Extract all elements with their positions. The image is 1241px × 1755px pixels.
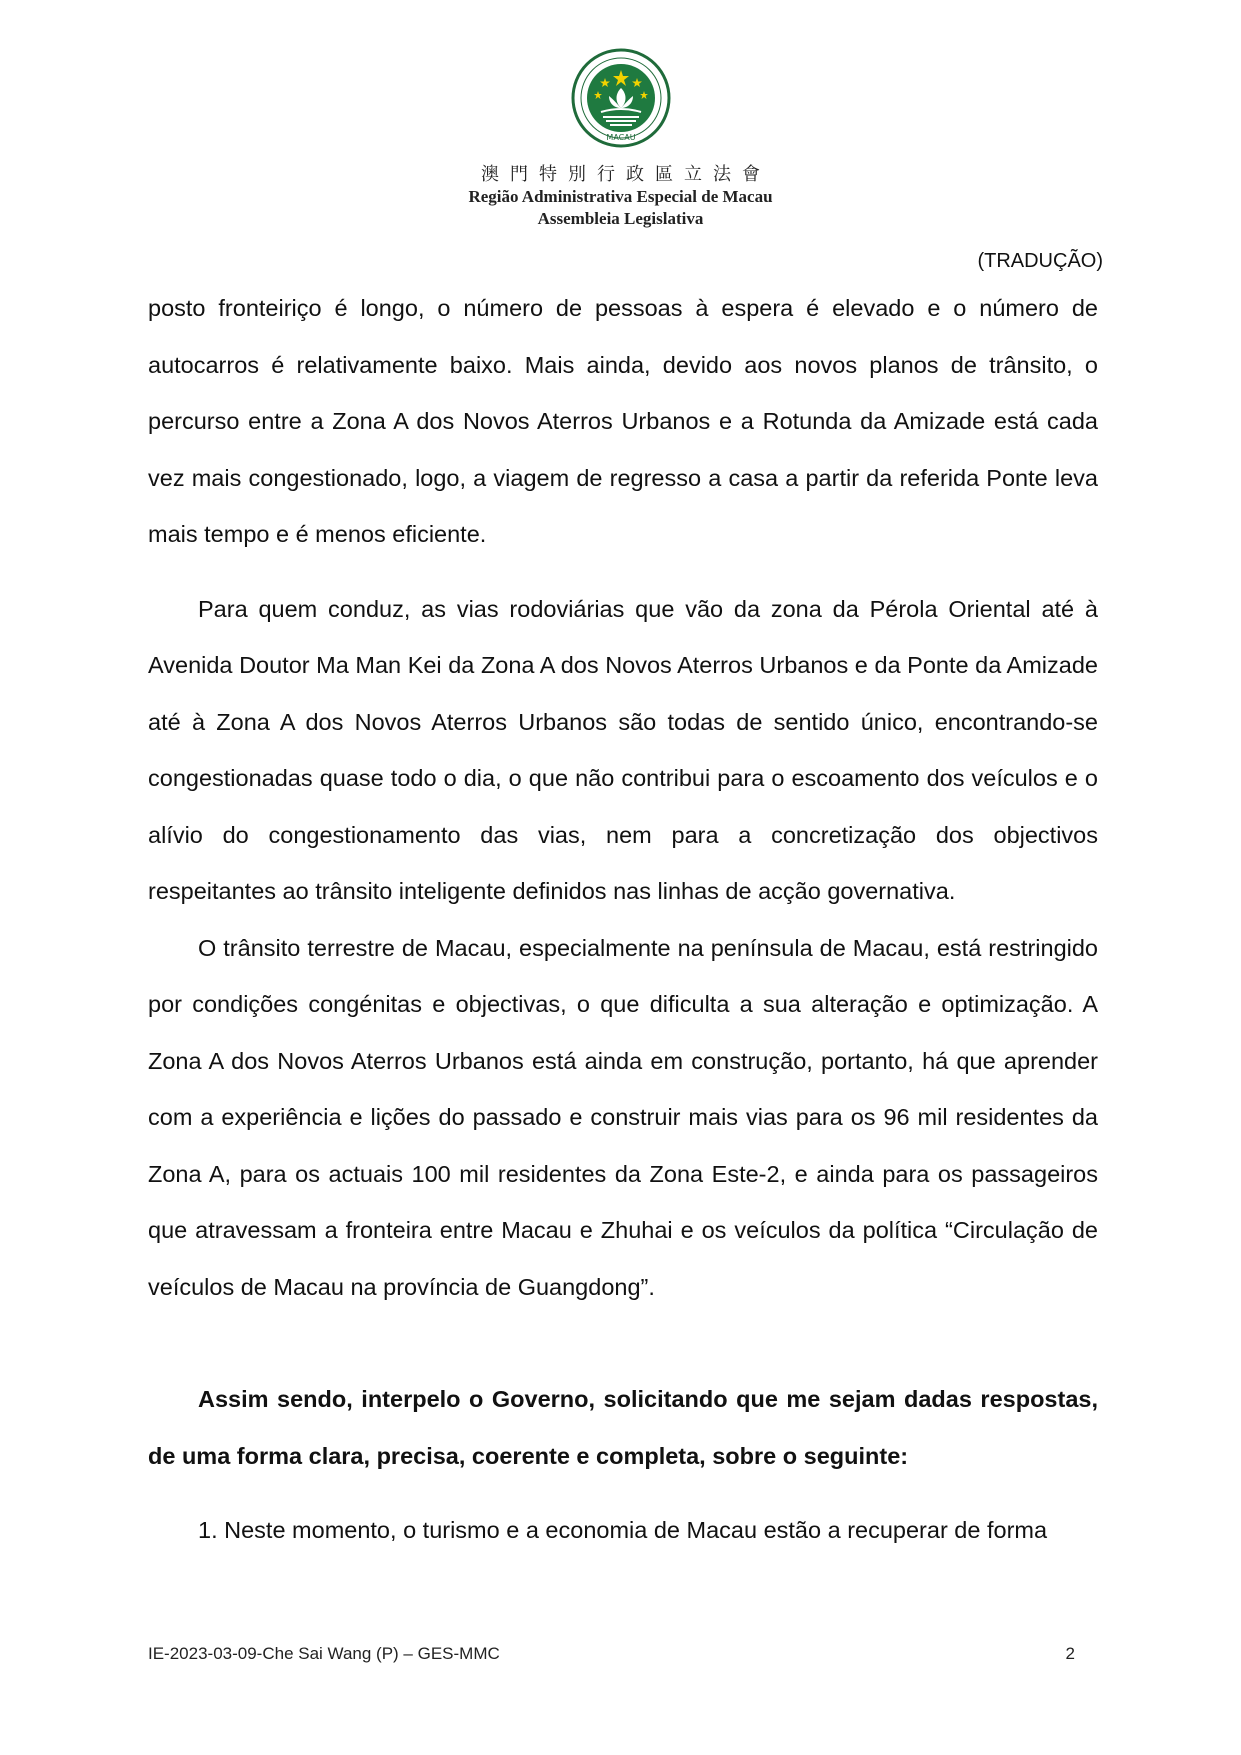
question-item-1: 1. Neste momento, o turismo e a economia de Macau estão a recuperar de forma	[198, 1517, 1048, 1543]
document-body	[148, 280, 1098, 1559]
portuguese-title-line2: Assembleia Legislativa	[537, 209, 704, 228]
paragraph-2: Para quem conduz, as vias rodoviárias que vão da zona da Pérola Oriental até à Avenida Doutor Ma Man Kei da Zona A dos Novos Aterros Urbanos e da Ponte da Amizade até à Zona A dos Novos Aterros Urbanos são todas de sentido único, encontrando-se congestionadas quase todo o dia, o que não contribui para o escoamento dos veículos e o alívio do congestionamento das vias, nem para a concretização dos objectivos respeitantes ao trânsito inteligente definidos nas linhas de acção governativa.	[148, 595, 1098, 904]
question-intro: Assim sendo, interpelo o Governo, solicitando que me sejam dadas respostas, de uma forma clara, precisa, coerente e completa, sobre o seguinte:	[148, 1386, 1098, 1469]
page-number: 2	[1065, 1644, 1075, 1663]
letterhead	[0, 48, 1241, 230]
chinese-title: 澳門特別行政區立法會	[481, 164, 771, 185]
macau-emblem-icon	[571, 48, 671, 148]
translation-mark: (TRADUÇÃO)	[977, 250, 1103, 272]
emblem-label: MACAU	[605, 133, 636, 142]
footer-reference: IE-2023-03-09-Che Sai Wang (P) – GES-MMC	[148, 1644, 500, 1663]
paragraph-1: posto fronteiriço é longo, o número de pessoas à espera é elevado e o número de autocarros é relativamente baixo. Mais ainda, devido aos novos planos de trânsito, o percurso entre a Zona A dos Novos Aterros Urbanos e a Rotunda da Amizade está cada vez mais congestionado, logo, a viagem de regresso a casa a partir da referida Ponte leva mais tempo e é menos eficiente.	[148, 295, 1098, 547]
portuguese-title-line1: Região Administrativa Especial de Macau	[468, 187, 773, 206]
paragraph-3: O trânsito terrestre de Macau, especialmente na península de Macau, está restringido por condições congénitas e objectivas, o que dificulta a sua alteração e optimização. A Zona A dos Novos Aterros Urbanos está ainda em construção, portanto, há que aprender com a experiência e lições do passado e construir mais vias para os 96 mil residentes da Zona A, para os actuais 100 mil residentes da Zona Este-2, e ainda para os passageiros que atravessam a fronteira entre Macau e Zhuhai e os veículos da política “Circulação de veículos de Macau na província de Guangdong”.	[148, 934, 1098, 1300]
